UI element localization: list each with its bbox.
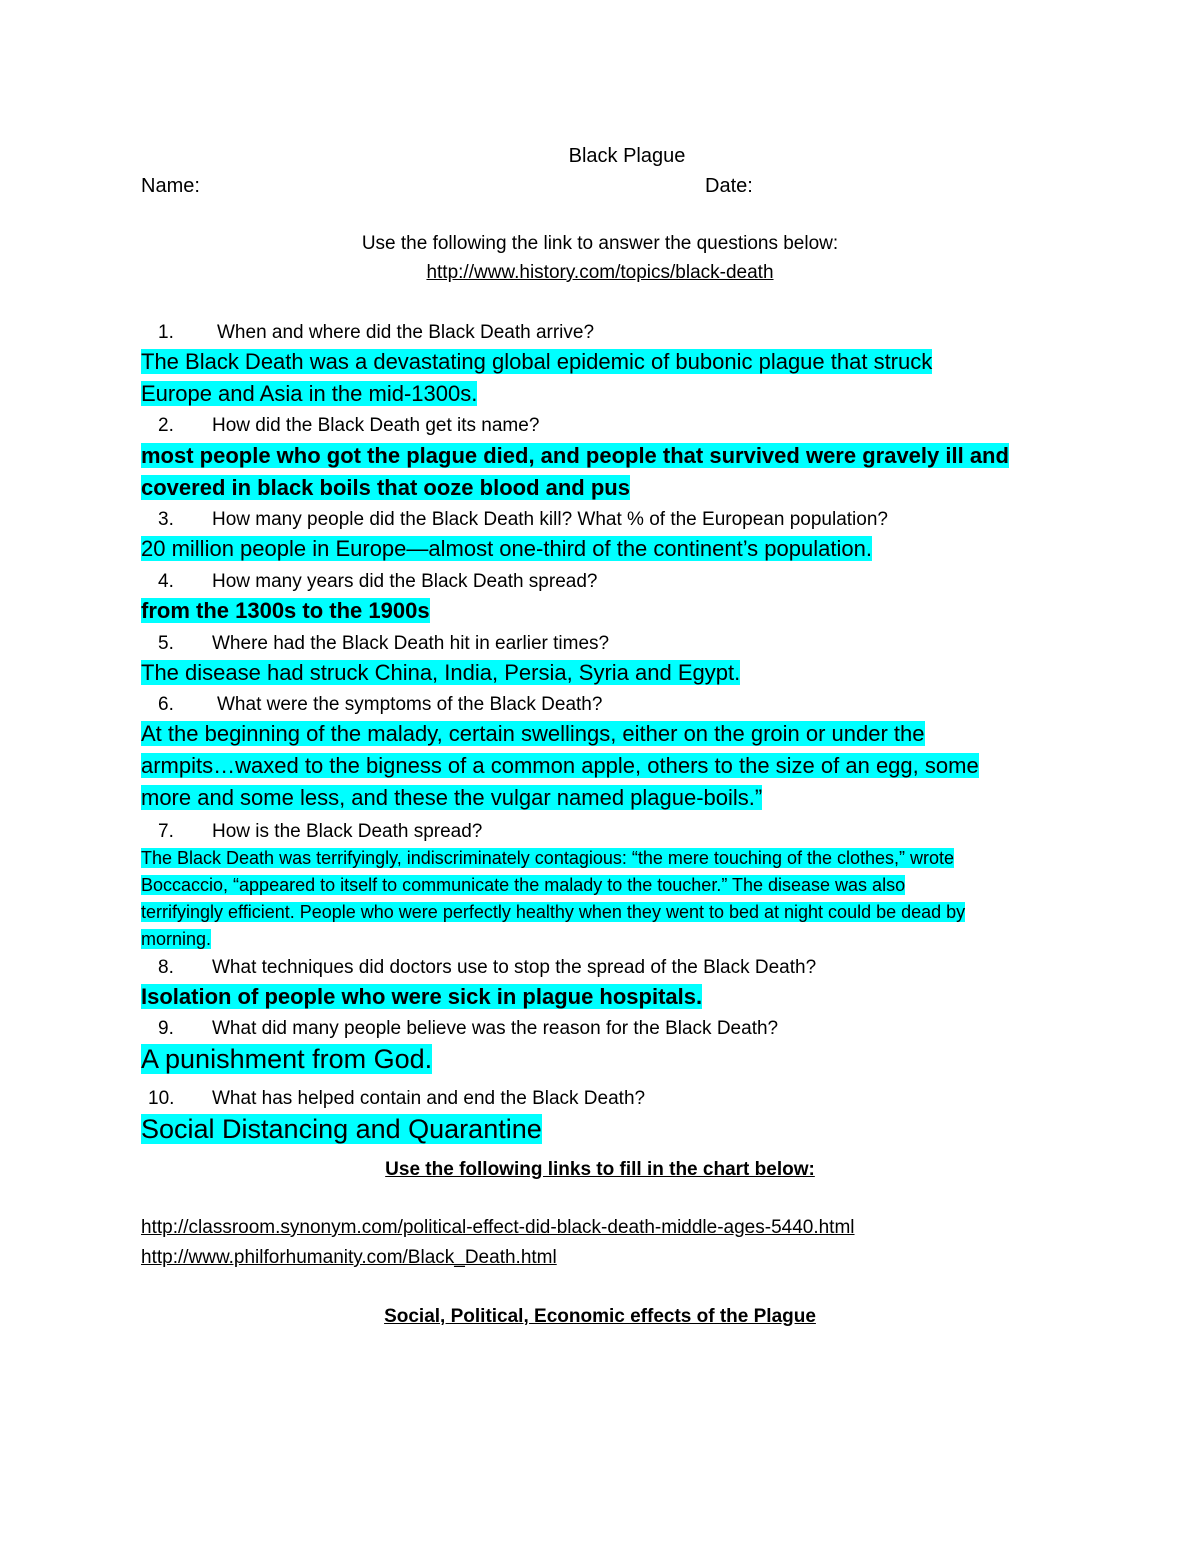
- question-text: What has helped contain and end the Black Death?: [212, 1088, 646, 1109]
- philforhumanity-link[interactable]: http://www.philforhumanity.com/Black_Death.html: [141, 1247, 557, 1268]
- question-text: Where had the Black Death hit in earlier times?: [212, 633, 610, 654]
- answer-line: from the 1300s to the 1900s: [141, 598, 430, 623]
- synonym-link[interactable]: http://classroom.synonym.com/political-effect-did-black-death-middle-ages-5440.html: [141, 1217, 855, 1238]
- date-label: Date:: [705, 175, 753, 197]
- answer-6: [141, 719, 979, 815]
- answer-line: morning.: [141, 929, 212, 949]
- answer-8: [141, 982, 702, 1014]
- answer-line: Europe and Asia in the mid-1300s.: [141, 381, 478, 406]
- question-text: What did many people believe was the reason for the Black Death?: [212, 1018, 779, 1039]
- question-text: When and where did the Black Death arrive?: [217, 322, 595, 343]
- answer-10: [141, 1114, 542, 1146]
- question-number: 7.: [158, 821, 174, 842]
- chart-instructions-heading: Use the following links to fill in the chart below:: [385, 1159, 815, 1180]
- document-title: Black Plague: [568, 145, 686, 167]
- question-text: How many people did the Black Death kill? What % of the European population?: [212, 509, 888, 530]
- answer-line: A punishment from God.: [141, 1044, 433, 1074]
- answer-line: 20 million people in Europe—almost one-third of the continent’s population.: [141, 536, 872, 561]
- answer-line: Social Distancing and Quarantine: [141, 1114, 542, 1144]
- question-number: 6.: [158, 694, 174, 715]
- instructions-text: Use the following the link to answer the questions below:: [361, 233, 839, 254]
- question-number: 3.: [158, 509, 174, 530]
- answer-line: The Black Death was terrifyingly, indiscriminately contagious: “the mere touching of the clothes,” wrote: [141, 848, 955, 868]
- question-text: What were the symptoms of the Black Death?: [217, 694, 603, 715]
- question-number: 4.: [158, 571, 174, 592]
- answer-3: [141, 534, 872, 566]
- answer-9: [141, 1044, 432, 1076]
- question-number: 5.: [158, 633, 174, 654]
- answer-line: most people who got the plague died, and people that survived were gravely ill and: [141, 443, 1009, 468]
- answer-line: At the beginning of the malady, certain swellings, either on the groin or under the: [141, 721, 925, 746]
- answer-line: covered in black boils that ooze blood and pus: [141, 475, 630, 500]
- answer-line: Boccaccio, “appeared to itself to communicate the malady to the toucher.” The disease was also: [141, 875, 906, 895]
- question-text: How did the Black Death get its name?: [212, 415, 540, 436]
- answer-1: [141, 347, 932, 411]
- answer-line: Isolation of people who were sick in plague hospitals.: [141, 984, 703, 1009]
- question-number: 9.: [158, 1018, 174, 1039]
- answer-line: armpits…waxed to the bigness of a common apple, others to the size of an egg, some: [141, 753, 979, 778]
- question-text: How is the Black Death spread?: [212, 821, 483, 842]
- question-number: 10.: [148, 1088, 175, 1109]
- question-number: 8.: [158, 957, 174, 978]
- question-text: What techniques did doctors use to stop the spread of the Black Death?: [212, 957, 817, 978]
- answer-2: [141, 441, 1009, 505]
- answer-line: terrifyingly efficient. People who were perfectly healthy when they went to bed at night could be dead by: [141, 902, 966, 922]
- question-text: How many years did the Black Death spread?: [212, 571, 598, 592]
- answer-line: The disease had struck China, India, Persia, Syria and Egypt.: [141, 660, 741, 685]
- answer-line: The Black Death was a devastating global epidemic of bubonic plague that struck: [141, 349, 933, 374]
- effects-heading: Social, Political, Economic effects of the Plague: [384, 1306, 816, 1327]
- history-link[interactable]: http://www.history.com/topics/black-death: [426, 262, 774, 283]
- answer-7: [141, 846, 965, 954]
- answer-5: [141, 658, 740, 690]
- answer-4: [141, 596, 430, 628]
- answer-line: more and some less, and these the vulgar named plague-boils.”: [141, 785, 763, 810]
- name-label: Name:: [141, 175, 200, 197]
- question-number: 2.: [158, 415, 174, 436]
- question-number: 1.: [158, 322, 174, 343]
